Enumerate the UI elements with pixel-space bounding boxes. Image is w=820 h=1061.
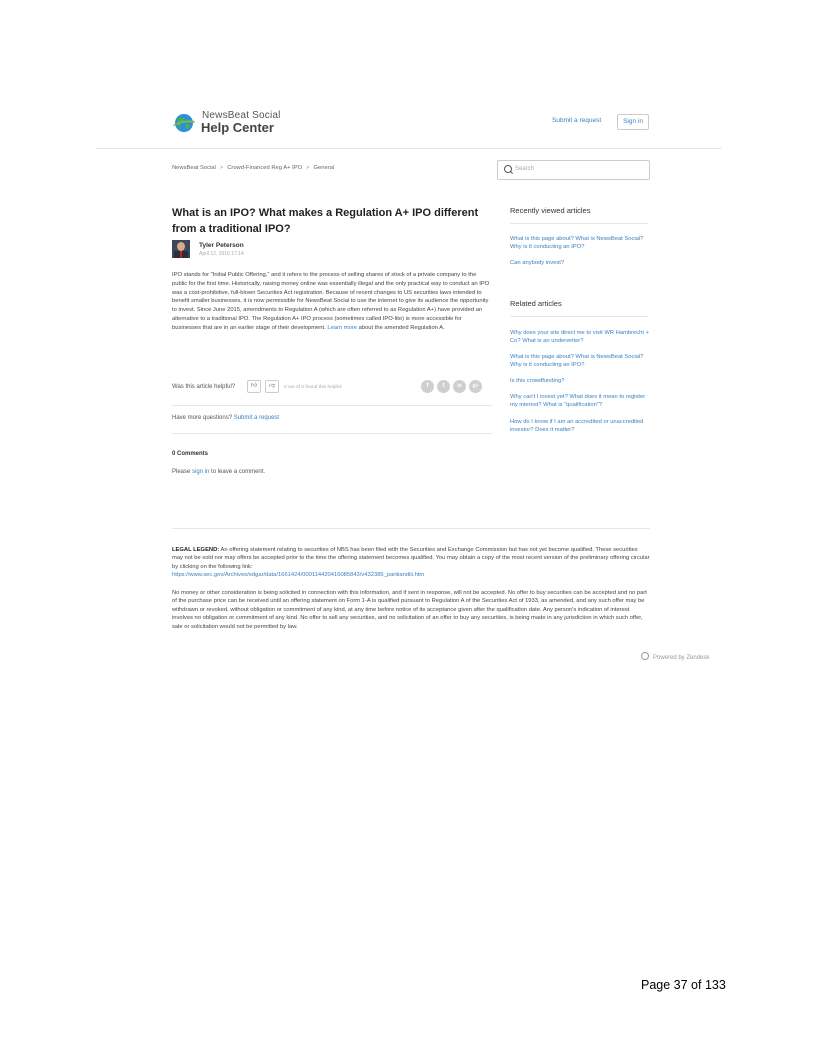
thumbs-down-button[interactable] [265,380,279,393]
more-questions-text: Have more questions? [172,415,233,421]
comments-prefix: Please [172,469,191,475]
page-number: Page 37 of 133 [641,978,726,992]
breadcrumb-separator: > [306,165,310,171]
legal-text: An offering statement relating to securities of NBS has been filed with the Securities and Exchange Commission but has not yet become qualified. These securities may not be sold nor may offers be accepted prior to the time the offering statement becomes qualified. You may obtain a copy of the most recent version of the preliminary offering circular by clicking on the following link: [172,547,650,570]
sidebar-divider [510,316,648,317]
article-title: What is an IPO? What makes a Regulation A+ IPO different from a traditional IPO? [172,207,479,235]
article-body-text: IPO stands for "Initial Public Offering," and it refers to the process of selling shares of stock of a private company to the public for the first time. Historically, raising money online was essentially illegal and the only practical way to conduct an IPO was a cost-prohibitive, full-blown Securities Act registration. Because of recent changes to US securities laws intended to benefit smaller businesses, it is now permissible for NewsBeat Social to use the internet to give its audience the opportunity to invest. Since June 2015, amendments to Regulation A (which are often referred to as Regulation A+) have provided an alternative to a traditional IPO. The Regulation A+ IPO process (sometimes called IPO-lite) is more accessible for businesses that are in an earlier stage of their development. [172,272,490,331]
related-article-link[interactable]: Why does your site direct me to visit WR Hambrecht + Co? What is an underwriter? [510,330,650,345]
googleplus-share-icon[interactable]: g+ [469,380,482,393]
article-date: April 12, 2016 17:14 [199,251,244,257]
logo-title: Help Center [201,120,274,135]
linkedin-share-icon[interactable]: in [453,380,466,393]
comments-divider [172,433,492,434]
related-articles-heading: Related articles [510,299,562,308]
article-body-tail: about the amended Regulation A. [358,324,445,331]
breadcrumb-item-home[interactable]: NewsBeat Social [172,165,216,171]
breadcrumb-separator: > [219,165,224,171]
breadcrumb-item-section[interactable]: General [313,165,335,171]
comment-sign-in-link[interactable]: sign in [192,469,210,475]
recent-article-link[interactable]: What is this page about? What is NewsBeat Social? Why is it conducting an IPO? [510,236,644,251]
thumbs-up-icon: 👍︎ [250,383,258,389]
sec-filing-link[interactable]: https://www.sec.gov/Archives/edgar/data/1661424/000114420416085843/v432385_partiiandiii.htm [172,572,425,579]
help-center-logo[interactable] [172,110,292,136]
comments-heading: 0 Comments [172,451,209,457]
comments-prompt [172,469,265,475]
zendesk-icon [641,652,649,660]
article-body [172,271,492,333]
feedback-divider [172,405,492,406]
author-name[interactable]: Tyler Peterson [199,242,244,249]
sign-in-button[interactable]: Sign in [617,114,649,130]
submit-request-link[interactable]: Submit a request [552,117,602,124]
powered-text: Powered by Zendesk [653,655,710,661]
logo-brand: NewsBeat Social [202,110,281,121]
related-article-link[interactable]: Why can't I invest yet? What does it mean to register my interest? What is "qualification"? [510,394,646,409]
header-divider [96,148,722,149]
search-input[interactable] [497,160,650,180]
recently-viewed-heading: Recently viewed articles [510,206,591,215]
thumbs-up-button[interactable] [247,380,261,393]
learn-more-link[interactable]: Learn more [327,324,357,331]
search-placeholder: Search [515,166,535,172]
related-article-link[interactable]: How do I know if I am an accredited or unaccredited investor? Does it matter? [510,419,644,434]
legal-disclaimer: No money or other consideration is being solicited in connection with this information, and if sent in response, will not be accepted. No offer to buy securities can be accepted and no part of the purchase price can be received until an offering statement on Form 1-A is qualified pursuant to Regulation A of the Securities Act of 1933, as amended, and any such offer may be withdrawn or revoked, without obligation or commitment of any kind, at any time before notice of its acceptance given after the qualification date. Any person's indication of interest involves no obligation or commitment of any kind. No offer to sell any securities, and no solicitation of an offer to buy any securities, is being made in any jurisdiction in which such offer, sale or solicitation would not be permitted by law. [172,590,647,630]
breadcrumb-item-category[interactable]: Crowd-Financed Reg A+ IPO [227,165,303,171]
globe-icon [172,112,196,134]
legal-legend [172,546,650,580]
powered-by-zendesk[interactable] [641,652,709,661]
breadcrumb [172,165,334,171]
twitter-share-icon[interactable]: t [437,380,450,393]
recent-article-link[interactable]: Can anybody invest? [510,260,565,266]
helpful-count: 0 out of 0 found this helpful [284,385,342,390]
avatar [172,240,190,258]
helpful-question: Was this article helpful? [172,384,236,390]
legal-label: LEGAL LEGEND: [172,547,220,553]
more-questions [172,415,279,421]
thumbs-down-icon: 👎︎ [268,383,276,389]
legal-divider [172,528,650,529]
submit-request-inline-link[interactable]: Submit a request [233,415,280,421]
comments-suffix: to leave a comment. [211,469,266,475]
related-article-link[interactable]: Is this crowdfunding? [510,378,565,384]
facebook-share-icon[interactable]: f [421,380,434,393]
search-icon [504,165,512,173]
related-article-link[interactable]: What is this page about? What is NewsBeat Social? Why is it conducting an IPO? [510,354,644,369]
sidebar-divider [510,223,648,224]
